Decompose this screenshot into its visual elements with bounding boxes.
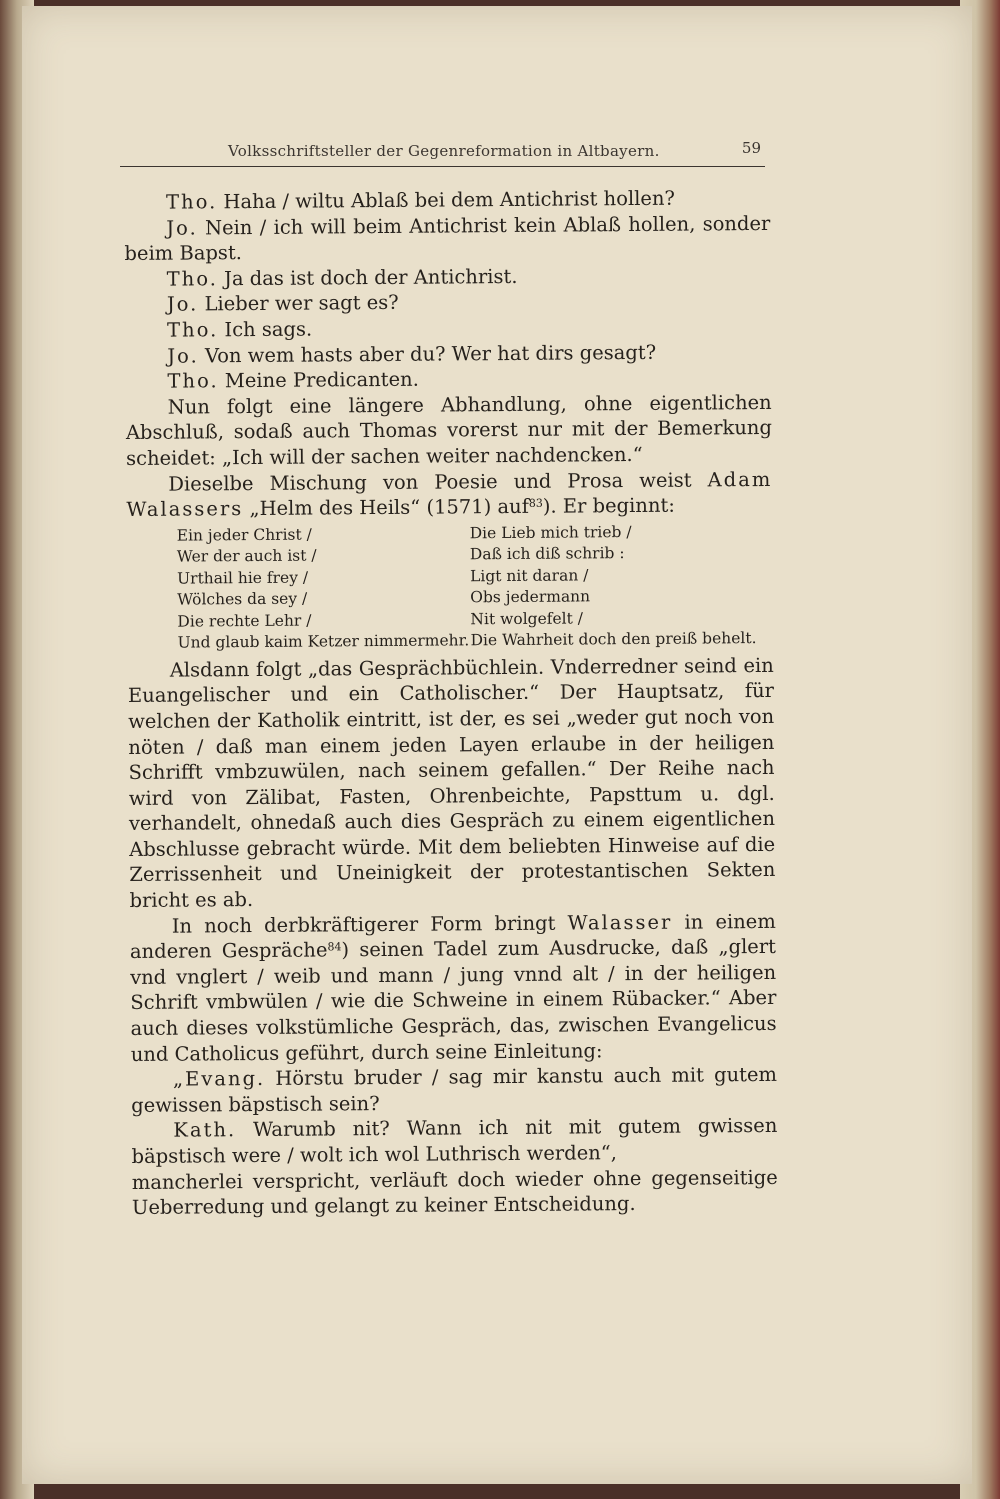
running-title: Volksschriftsteller der Gegenreformation in Altbayern. — [228, 142, 660, 160]
dialogue-line: Tho. Haha / wiltu Ablaß bei dem Antichrist hollen? — [166, 186, 676, 214]
poem-line: Ligt nit daran / — [469, 566, 589, 586]
poem-line: Wer der auch ist / — [176, 546, 317, 566]
paragraph-walasser: In noch derbkräftigerer Form bringt Walasser in einem anderen Gespräche$^{84}$) seinen Tadel zum Ausdrucke, daß „glert vnd vnglert / weib und mann / jung vnnd alt / in der heiligen Schrift vmbwülen / wie die Schweine in einem Rübacker.“ Aber auch dieses volkstümliche Gespräch, das, zwischen Evangelicus und Catholicus geführt, durch seine Einleitung: — [129, 909, 777, 1066]
poem-line: Urthail hie frey / — [176, 568, 309, 588]
quote-kath: Kath. Warumb nit? Wann ich nit mit gutem gwissen bäpstisch were / wolt ich wol Luthrisch werden“, — [131, 1114, 778, 1168]
paragraph-mischung: Dieselbe Mischung von Poesie und Prosa weist Adam Walassers „Helm des Heils“ (1571) auf$^{83}$). Er beginnt: — [126, 467, 773, 522]
footnote-ref: 84 — [327, 940, 342, 954]
dialogue-line: Tho. Ja das ist doch der Antichrist. — [166, 264, 518, 291]
paragraph-abhandlung: Nun folgt eine längere Abhandlung, ohne eigentlichen Abschluß, sodaß auch Thomas vorerst nur mit der Bemerkung scheidet: „Ich will der sachen weiter nachdencken.“ — [125, 390, 772, 470]
dialogue-line: Jo. Nein / ich will beim Antichrist kein Ablaß hollen, sonder beim Bapst. — [124, 211, 771, 266]
poem-line: Daß ich diß schrib : — [469, 544, 625, 564]
page-number: 59 — [741, 139, 761, 157]
dialogue-line: Tho. Ich sags. — [167, 317, 313, 342]
poem-line: Die Lieb mich trieb / — [469, 522, 632, 543]
poem-line: Ein jeder Christ / — [176, 525, 312, 545]
dialogue-line: Jo. Von wem hasts aber du? Wer hat dirs gesagt? — [167, 340, 657, 368]
poem-line: Obs jedermann — [470, 587, 591, 607]
dialogue-line: Tho. Meine Predicanten. — [167, 367, 419, 393]
poem-line: Nit wolgefelt / — [470, 609, 584, 629]
quote-evang: „Evang. Hörstu bruder / sag mir kanstu auch mit gutem gewissen bäpstisch sein? — [131, 1063, 778, 1117]
paragraph-gespraechbuechlein: Alsdann folgt „das Gesprächbüchlein. Vnderredner seind ein Euangelischer und ein Catholischer.“ Der Hauptsatz, für welchen der Katholik eintritt, ist der, es sei „weder gut noch von nöten / daß man einem jeden Layen erlaube in der heiligen Schrifft vmbzuwülen, nach seinem gefallen.“ Der Reihe nach wird von Zälibat, Fasten, Ohrenbeichte, Papsttum u. dgl. verhandelt, ohnedaß auch dies Gespräch zu einem eigentlichen Abschlusse gebracht würde. Mit dem beliebten Hinweise auf die Zerrissenheit und Uneinigkeit der protestantischen Sekten bricht es ab. — [127, 653, 776, 913]
footnote-ref: 83 — [528, 496, 543, 510]
poem-line: Wölches da sey / — [177, 589, 308, 609]
body-text — [124, 185, 778, 1221]
poem-block — [177, 521, 788, 655]
paragraph-schluss: mancherlei verspricht, verläuft doch wieder ohne gegenseitige Ueberredung und gelangt zu keiner Entscheidung. — [131, 1165, 778, 1220]
poem-line: Und glaub kaim Ketzer nimmermehr. — [177, 631, 470, 652]
running-header — [120, 136, 765, 167]
poem-line: Die rechte Lehr / — [177, 611, 312, 631]
poem-line: Die Wahrheit doch den preiß behelt. — [470, 629, 757, 650]
dialogue-line: Jo. Lieber wer sagt es? — [166, 291, 399, 317]
